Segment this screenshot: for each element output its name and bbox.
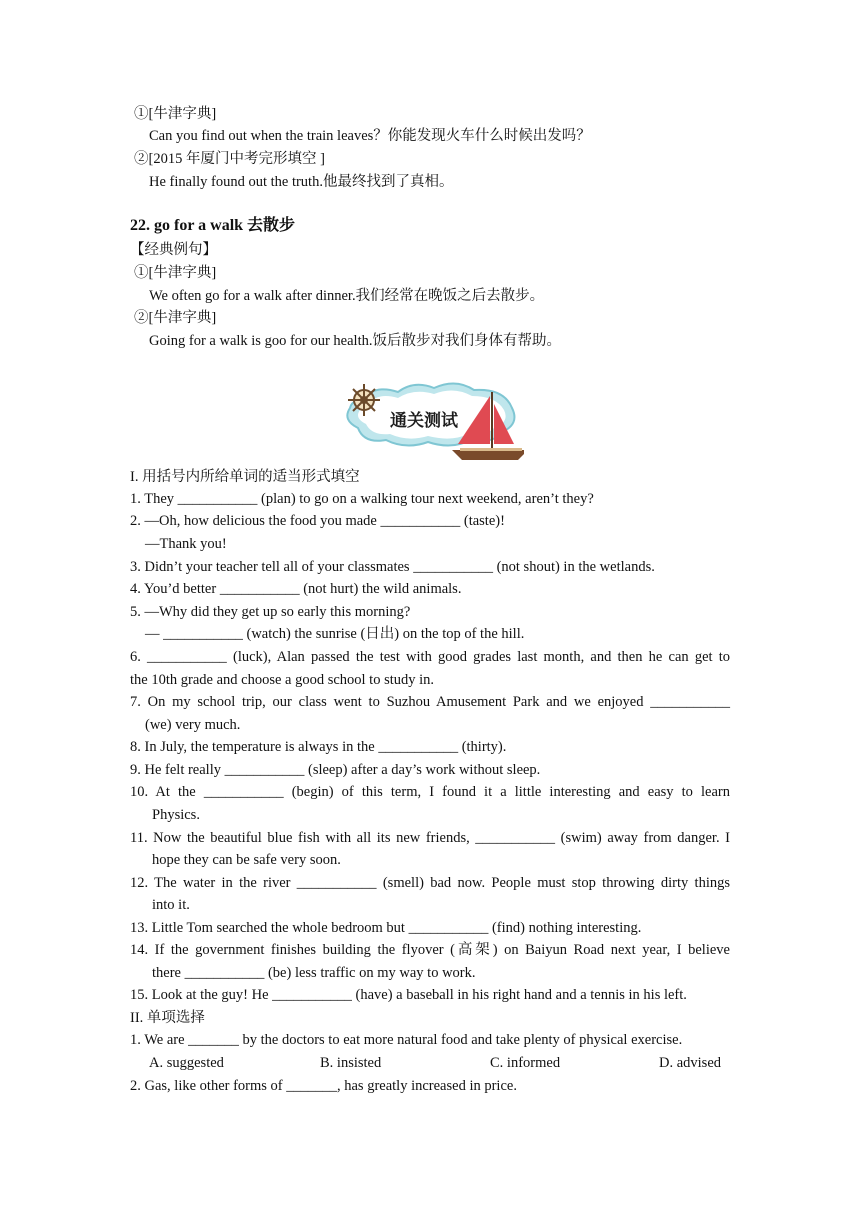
example-source-label: ①[牛津字典] — [134, 265, 217, 281]
question-line: 1. We are _______ by the doctors to eat more natural food and take plenty of physical exercise. — [130, 1032, 683, 1048]
question-line: 12. The water in the river ___________ (smell) bad now. People must stop throwing dirty things — [130, 875, 730, 891]
section-title: I. 用括号内所给单词的适当形式填空 — [130, 469, 360, 485]
answer-option-d: D. advised — [659, 1055, 722, 1071]
banner-title: 通关测试 — [390, 411, 458, 431]
answer-option-c: C. informed — [490, 1055, 561, 1071]
question-line: —Thank you! — [145, 536, 227, 552]
question-line: 2. —Oh, how delicious the food you made ___________ (taste)! — [130, 513, 505, 529]
example-sentence: Going for a walk is goo for our health.饭后散步对我们身体有帮助。 — [149, 333, 561, 349]
question-line: 5. —Why did they get up so early this morning? — [130, 604, 411, 620]
question-line: into it. — [152, 897, 190, 913]
answer-option-b: B. insisted — [320, 1055, 382, 1071]
question-line: 2. Gas, like other forms of _______, has greatly increased in price. — [130, 1078, 517, 1094]
section-title: II. 单项选择 — [130, 1010, 205, 1026]
question-line: the 10th grade and choose a good school to study in. — [130, 672, 435, 688]
question-line: 10. At the ___________ (begin) of this term, I found it a little interesting and easy to learn — [130, 784, 730, 800]
question-line: 8. In July, the temperature is always in the ___________ (thirty). — [130, 739, 507, 755]
question-line: 13. Little Tom searched the whole bedroom but ___________ (find) nothing interesting. — [130, 920, 642, 936]
example-source-label: ②[牛津字典] — [134, 310, 217, 326]
item-heading: 22. go for a walk 去散步 — [130, 217, 296, 234]
question-line: 6. ___________ (luck), Alan passed the test with good grades last month, and then he can get to — [130, 649, 730, 665]
question-line: 9. He felt really ___________ (sleep) after a day’s work without sleep. — [130, 762, 541, 778]
classic-examples-label: 【经典例句】 — [130, 242, 217, 258]
example-source-label: ①[牛津字典] — [134, 106, 217, 122]
question-line: 3. Didn’t your teacher tell all of your classmates ___________ (not shout) in the wetlands. — [130, 559, 655, 575]
question-line: hope they can be safe very soon. — [152, 852, 341, 868]
question-line: 11. Now the beautiful blue fish with all its new friends, ___________ (swim) away from danger. I — [130, 830, 730, 846]
answer-option-a: A. suggested — [149, 1055, 224, 1071]
test-banner — [334, 378, 524, 462]
example-sentence: Can you find out when the train leaves？你能发现火车什么时候出发吗？ — [149, 128, 591, 144]
question-line: 14. If the government finishes building the flyover (高架) on Baiyun Road next year, I believe — [130, 942, 730, 958]
question-line: 7. On my school trip, our class went to Suzhou Amusement Park and we enjoyed ___________ — [130, 694, 730, 710]
example-sentence: We often go for a walk after dinner.我们经常在晚饭之后去散步。 — [149, 288, 545, 304]
example-sentence: He finally found out the truth.他最终找到了真相。 — [149, 174, 454, 190]
question-line: there ___________ (be) less traffic on my way to work. — [152, 965, 476, 981]
question-line: (we) very much. — [145, 717, 241, 733]
question-line: 4. You’d better ___________ (not hurt) the wild animals. — [130, 581, 462, 597]
question-line: 15. Look at the guy! He ___________ (have) a baseball in his right hand and a tennis in his left. — [130, 987, 687, 1003]
question-line: — ___________ (watch) the sunrise (日出) on the top of the hill. — [145, 626, 525, 642]
question-line: 1. They ___________ (plan) to go on a walking tour next weekend, aren’t they? — [130, 491, 594, 507]
question-line: Physics. — [152, 807, 200, 823]
example-source-label: ②[2015 年厦门中考完形填空 ] — [134, 151, 325, 167]
